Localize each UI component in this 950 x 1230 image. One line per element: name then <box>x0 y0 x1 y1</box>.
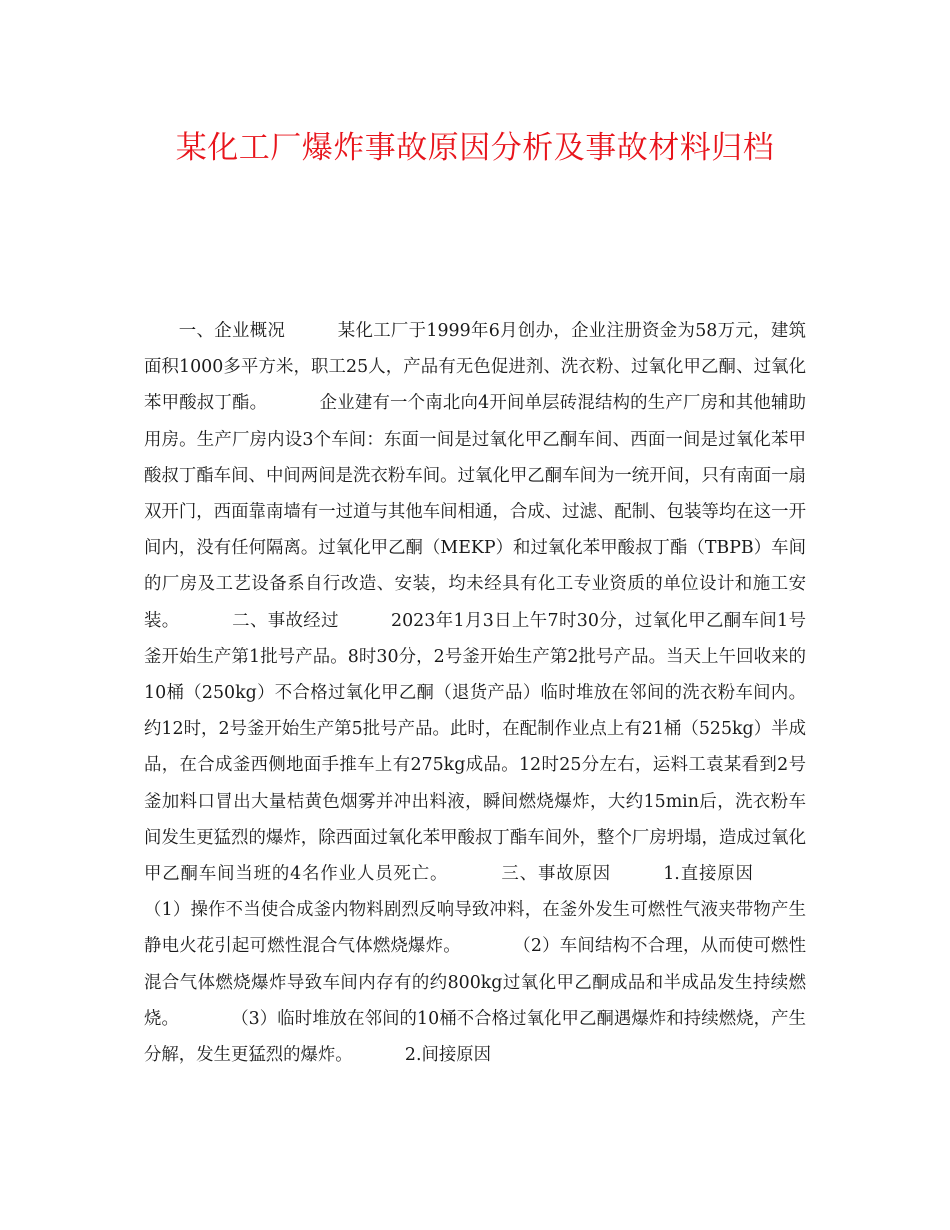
paragraph-plant-layout: 企业建有一个南北向4开间单层砖混结构的生产厂房和其他辅助用房。生产厂房内设3个车间：东面一间是过氧化甲乙酮车间、西面一间是过氧化苯甲酸叔丁酯车间、中间两间是洗衣粉车间。过氧化甲乙酮车间为一统开间，只有南面一扇双开门，西面靠南墙有一过道与其他车间相通，合成、过滤、配制、包装等均在这一开间内，没有任何隔离。过氧化甲乙酮（MEKP）和过氧化苯甲酸叔丁酯（TBPB）车间的厂房及工艺设备系自行改造、安装，均未经具有化工专业资质的单位设计和施工安装。 <box>144 393 806 631</box>
subheading-indirect-cause: 2.间接原因 <box>404 1045 492 1066</box>
subheading-direct-cause: 1.直接原因 <box>663 864 754 885</box>
document-body <box>144 313 806 1073</box>
section-heading-accident-process: 二、事故经过 <box>231 610 339 631</box>
cause-item-3: （3）临时堆放在邻间的10桶不合格过氧化甲乙酮遇爆炸和持续燃烧，产生分解，发生更猛烈的爆炸。 <box>144 1008 806 1066</box>
paragraph-accident-process: 2023年1月3日上午7时30分，过氧化甲乙酮车间1号釜开始生产第1批号产品。8时30分，2号釜开始生产第2批号产品。当天上午回收来的10桶（250kg）不合格过氧化甲乙酮（退货产品）临时堆放在邻间的洗衣粉车间内。约12时，2号釜开始生产第5批号产品。此时，在配制作业点上有21桶（525kg）半成品，在合成釜西侧地面手推车上有275kg成品。12时25分左右，运料工袁某看到2号釜加料口冒出大量桔黄色烟雾并冲出料液，瞬间燃烧爆炸，大约15min后，洗衣粉车间发生更猛烈的爆炸，除西面过氧化苯甲酸叔丁酯车间外，整个厂房坍塌，造成过氧化甲乙酮车间当班的4名作业人员死亡。 <box>144 610 806 885</box>
section-heading-accident-causes: 三、事故原因 <box>500 864 612 885</box>
section-heading-company-overview: 一、企业概况 <box>178 321 286 341</box>
paragraph-company-basics: 某化工厂于1999年6月创办，企业注册资金为58万元，建筑面积1000多平方米，职工25人，产品有无色促进剂、洗衣粉、过氧化甲乙酮、过氧化苯甲酸叔丁酯。 <box>144 321 806 414</box>
document-title: 某化工厂爆炸事故原因分析及事故材料归档 <box>175 130 775 166</box>
cause-item-2: （2）车间结构不合理，从而使可燃性混合气体燃烧爆炸导致车间内存有的约800kg过氧化甲乙酮成品和半成品发生持续燃烧。 <box>144 936 806 1029</box>
cause-item-1: （1）操作不当使合成釜内物料剧烈反响导致冲料，在釜外发生可燃性气液夹带物产生静电火花引起可燃性混合气体燃烧爆炸。 <box>144 900 806 957</box>
